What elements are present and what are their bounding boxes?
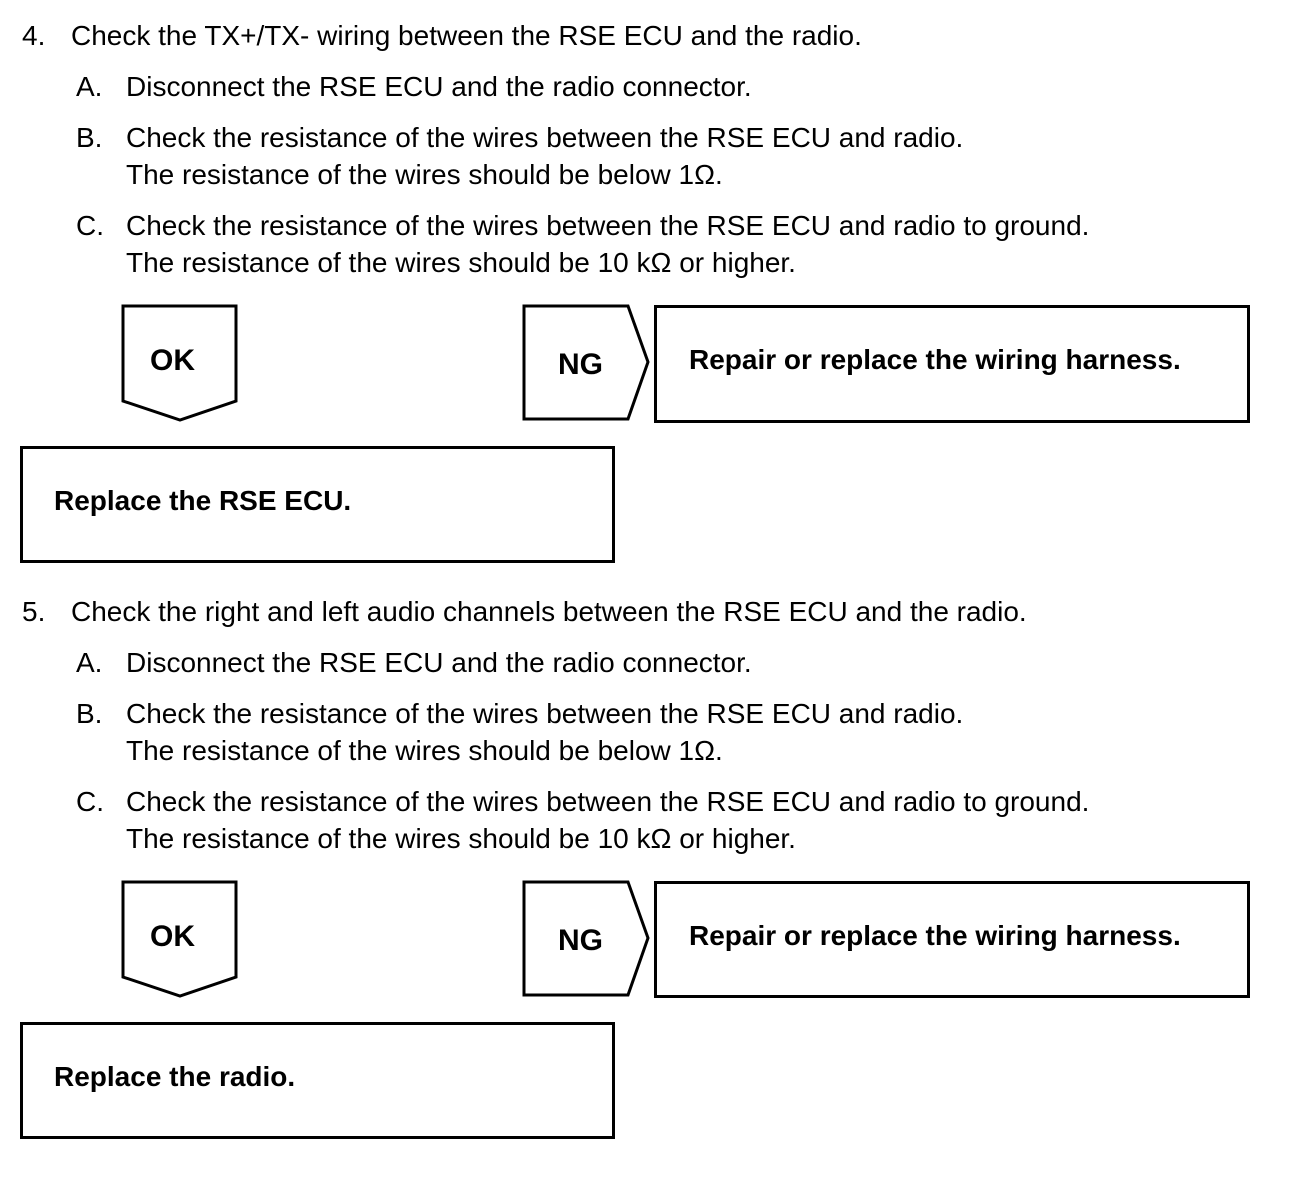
ok-result-box (20, 446, 615, 563)
substep-text: The resistance of the wires should be 10 kΩ or higher. (126, 247, 796, 278)
substep-letter: B. (76, 698, 103, 729)
ok-result-box (20, 1022, 615, 1139)
ng-result-text: Repair or replace the wiring harness. (689, 344, 1181, 375)
substep-letter: A. (76, 647, 103, 678)
substep-letter: A. (76, 71, 103, 102)
substep-letter: B. (76, 122, 103, 153)
substep-text: Check the resistance of the wires between the RSE ECU and radio to ground. (126, 786, 1090, 817)
ok-label: OK (150, 344, 195, 377)
step-title: Check the right and left audio channels between the RSE ECU and the radio. (71, 596, 1027, 627)
step-title: Check the TX+/TX- wiring between the RSE ECU and the radio. (71, 20, 862, 51)
substep-text: Check the resistance of the wires between the RSE ECU and radio. (126, 698, 964, 729)
ng-result-text: Repair or replace the wiring harness. (689, 920, 1181, 951)
substep-letter: C. (76, 786, 104, 817)
ng-result-box (654, 881, 1250, 998)
substep-text: The resistance of the wires should be 10 kΩ or higher. (126, 823, 796, 854)
ok-result-text: Replace the RSE ECU. (54, 485, 352, 516)
substep-text: The resistance of the wires should be below 1Ω. (126, 159, 723, 190)
substep-text: The resistance of the wires should be below 1Ω. (126, 735, 723, 766)
step-number: 5. (22, 596, 46, 627)
substep-text: Disconnect the RSE ECU and the radio connector. (126, 71, 752, 102)
substep-letter: C. (76, 210, 104, 241)
ng-label: NG (558, 348, 603, 381)
ok-result-text: Replace the radio. (54, 1061, 296, 1092)
ng-label: NG (558, 924, 603, 957)
substep-text: Check the resistance of the wires between the RSE ECU and radio to ground. (126, 210, 1090, 241)
ng-result-box (654, 305, 1250, 423)
ok-label: OK (150, 920, 195, 953)
substep-text: Disconnect the RSE ECU and the radio connector. (126, 647, 752, 678)
step-number: 4. (22, 20, 46, 51)
substep-text: Check the resistance of the wires between the RSE ECU and radio. (126, 122, 964, 153)
